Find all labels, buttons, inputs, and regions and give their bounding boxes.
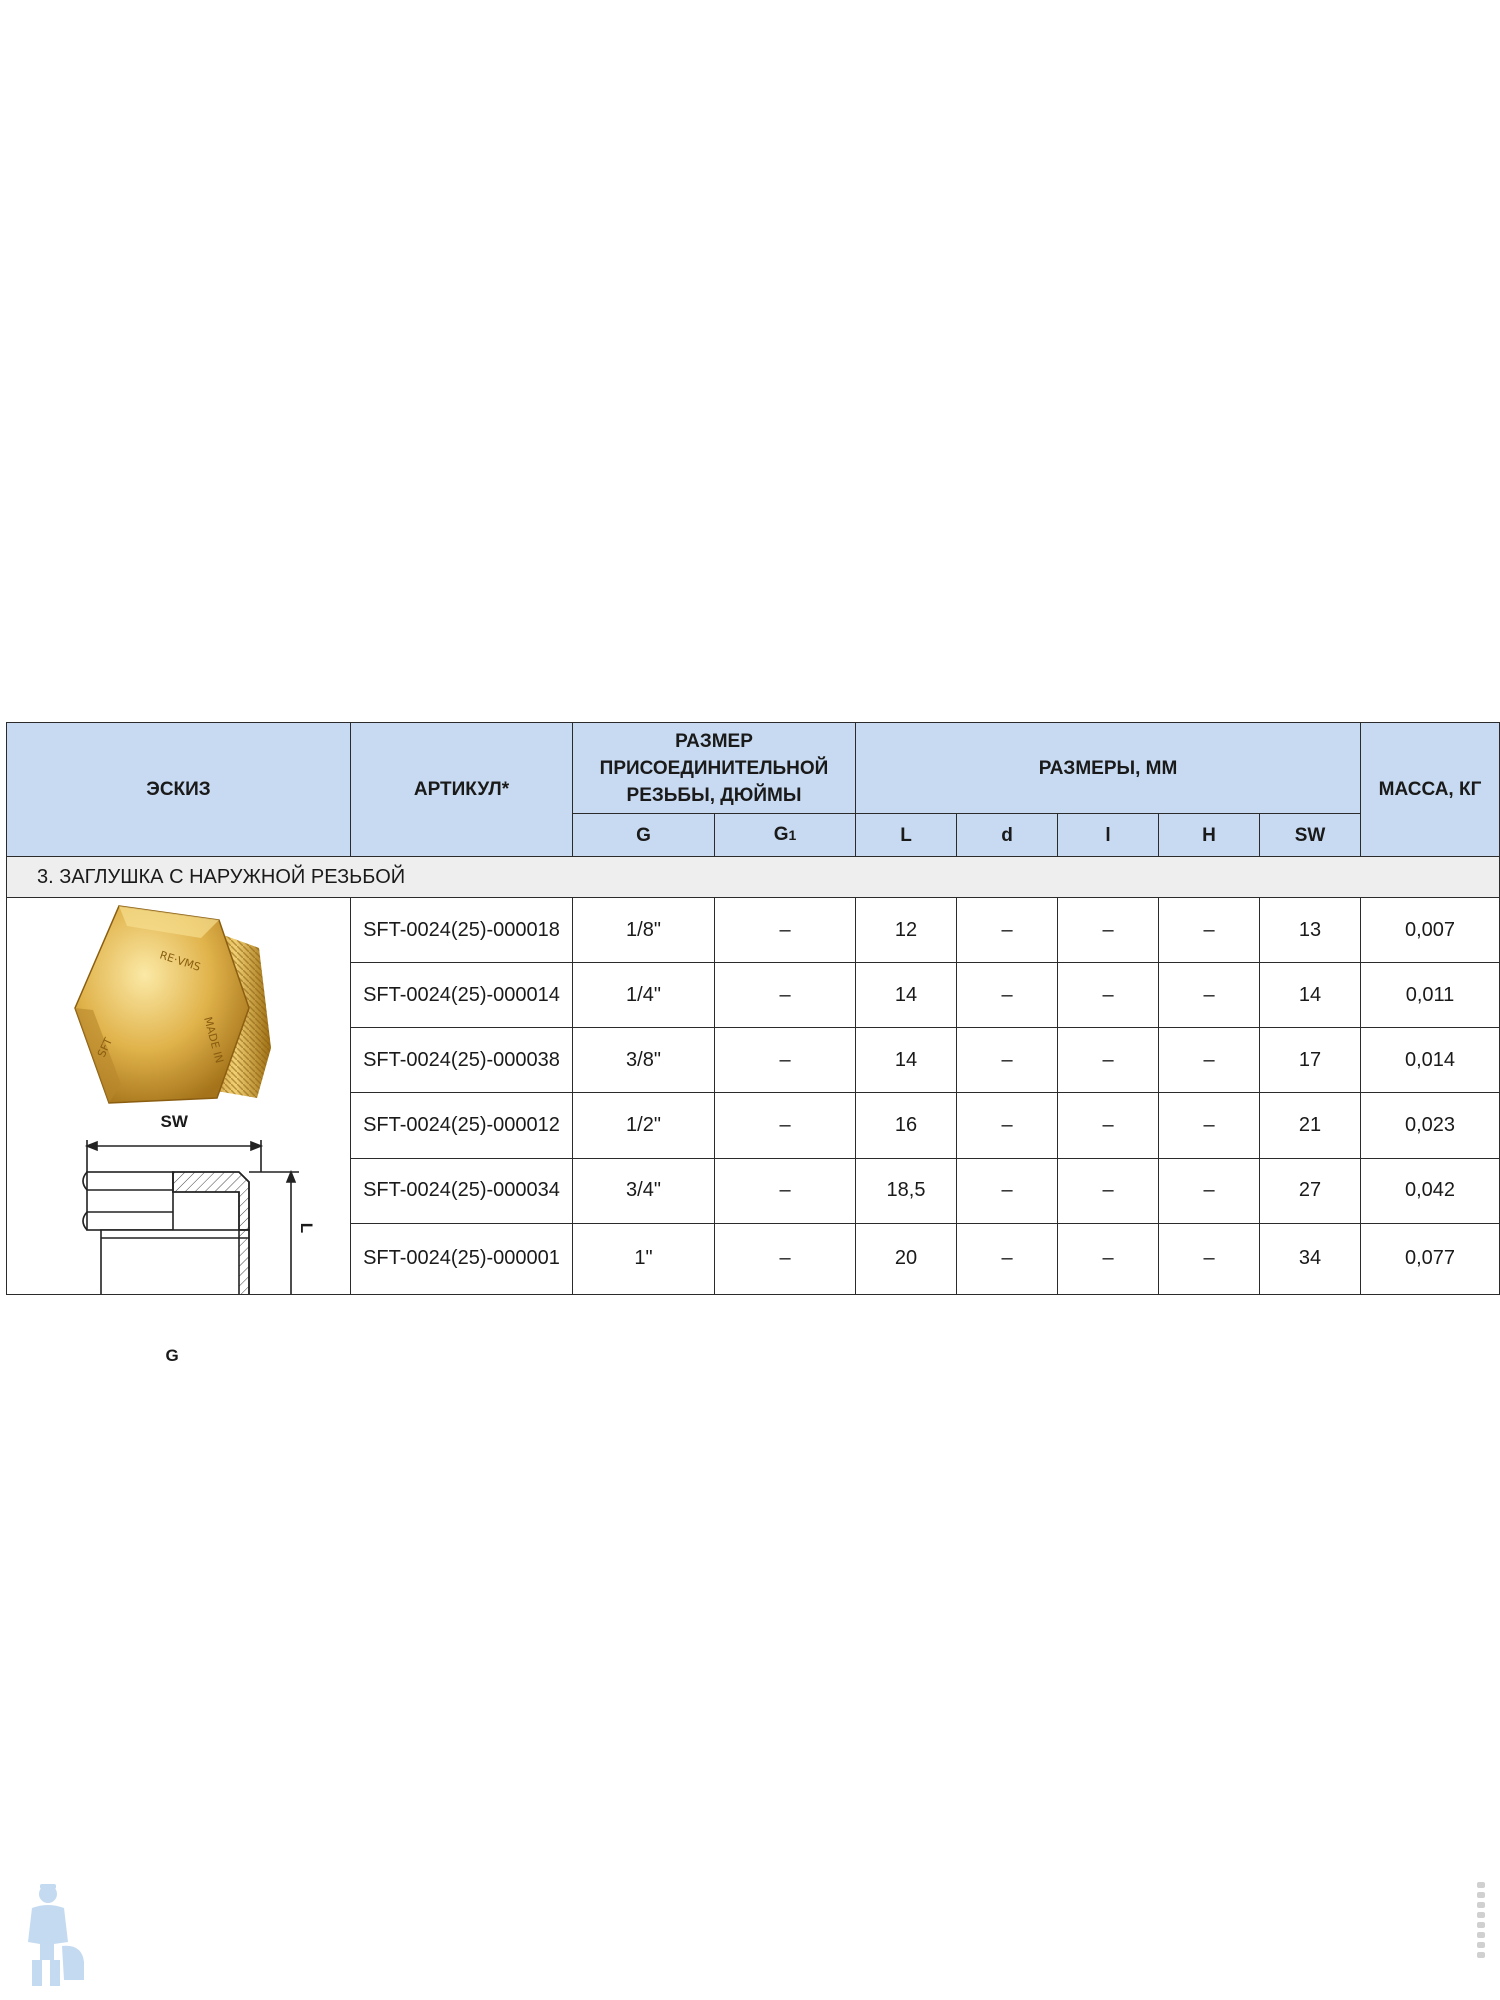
header-article: АРТИКУЛ*: [351, 723, 573, 857]
cell-d: –: [957, 1028, 1058, 1093]
header-g1: [715, 814, 856, 857]
cell-l-lower: –: [1058, 1223, 1159, 1294]
cell-h: –: [1159, 963, 1260, 1028]
brass-hex-plug-photo: [9, 898, 349, 1294]
cell-g: 3/4": [573, 1158, 715, 1223]
cell-article: SFT-0024(25)-000034: [351, 1158, 573, 1223]
header-g: G: [573, 814, 715, 857]
sketch-cell: [7, 898, 351, 1365]
header-g1-sub: 1: [788, 827, 797, 843]
header-dimensions: РАЗМЕРЫ, ММ: [856, 723, 1361, 814]
cell-h: –: [1159, 898, 1260, 963]
cell-article: SFT-0024(25)-000012: [351, 1093, 573, 1158]
cell-l-upper: 14: [856, 1028, 957, 1093]
header-sketch: ЭСКИЗ: [7, 723, 351, 857]
cell-sw: 27: [1260, 1158, 1361, 1223]
cell-l-lower: –: [1058, 898, 1159, 963]
side-watermark-icon: [1474, 1880, 1488, 1970]
cell-l-upper: 16: [856, 1093, 957, 1158]
sketch-illustration: [9, 898, 349, 1365]
cell-sw: 34: [1260, 1223, 1361, 1294]
cell-g: 1/8": [573, 898, 715, 963]
header-d: d: [957, 814, 1058, 857]
cell-sw: 13: [1260, 898, 1361, 963]
cell-d: –: [957, 1223, 1058, 1294]
cell-mass: 0,011: [1361, 963, 1500, 1028]
spec-table: [6, 722, 1500, 1365]
cell-article: SFT-0024(25)-000014: [351, 963, 573, 1028]
cell-d: –: [957, 963, 1058, 1028]
cell-article: SFT-0024(25)-000018: [351, 898, 573, 963]
sketch-label-sw: SW: [160, 1112, 188, 1131]
cell-g: 1/4": [573, 963, 715, 1028]
cell-d: –: [957, 1093, 1058, 1158]
cell-article: SFT-0024(25)-000038: [351, 1028, 573, 1093]
svg-text:MADE IN: MADE IN: [200, 1015, 226, 1065]
cell-h: –: [1159, 1158, 1260, 1223]
header-thread-size: РАЗМЕР ПРИСОЕДИНИТЕЛЬНОЙ РЕЗЬБЫ, ДЮЙМЫ: [573, 723, 856, 814]
section-row: [7, 857, 1500, 898]
cell-l-lower: –: [1058, 963, 1159, 1028]
cell-g: 1": [573, 1223, 715, 1294]
cell-mass: 0,007: [1361, 898, 1500, 963]
cell-d: –: [957, 898, 1058, 963]
cell-g1: –: [715, 1093, 856, 1158]
cell-g1: –: [715, 898, 856, 963]
cell-l-lower: –: [1058, 1158, 1159, 1223]
cell-article: SFT-0024(25)-000001: [351, 1223, 573, 1294]
header-l-upper: L: [856, 814, 957, 857]
header-row: [7, 723, 1500, 814]
cell-l-lower: –: [1058, 1093, 1159, 1158]
cell-l-lower: –: [1058, 1028, 1159, 1093]
sketch-label-l: L: [296, 1222, 316, 1234]
cell-l-upper: 14: [856, 963, 957, 1028]
cell-mass: 0,042: [1361, 1158, 1500, 1223]
svg-text:SFT: SFT: [94, 1035, 115, 1060]
table-row: [7, 898, 1500, 963]
cell-mass: 0,014: [1361, 1028, 1500, 1093]
cell-sw: 21: [1260, 1093, 1361, 1158]
plumber-logo-icon: [10, 1880, 90, 1990]
cell-l-upper: 18,5: [856, 1158, 957, 1223]
header-h: H: [1159, 814, 1260, 857]
header-l-lower: l: [1058, 814, 1159, 857]
cell-g1: –: [715, 1223, 856, 1294]
header-mass: МАССА, КГ: [1361, 723, 1500, 857]
svg-text:RE·VMS: RE·VMS: [157, 948, 202, 974]
cell-mass: 0,077: [1361, 1223, 1500, 1294]
cell-g: 3/8": [573, 1028, 715, 1093]
cell-mass: 0,023: [1361, 1093, 1500, 1158]
cell-g: 1/2": [573, 1093, 715, 1158]
cell-sw: 14: [1260, 963, 1361, 1028]
cell-h: –: [1159, 1093, 1260, 1158]
cell-g1: –: [715, 963, 856, 1028]
cell-g1: –: [715, 1028, 856, 1093]
cell-h: –: [1159, 1223, 1260, 1294]
header-sw: SW: [1260, 814, 1361, 857]
cell-h: –: [1159, 1028, 1260, 1093]
cell-sw: 17: [1260, 1028, 1361, 1093]
sketch-label-g: G: [165, 1346, 179, 1365]
cell-l-upper: 12: [856, 898, 957, 963]
cell-g1: –: [715, 1158, 856, 1223]
header-g1-base: G: [773, 824, 789, 845]
cell-d: –: [957, 1158, 1058, 1223]
cell-l-upper: 20: [856, 1223, 957, 1294]
section-title: 3. ЗАГЛУШКА С НАРУЖНОЙ РЕЗЬБОЙ: [7, 857, 1500, 898]
